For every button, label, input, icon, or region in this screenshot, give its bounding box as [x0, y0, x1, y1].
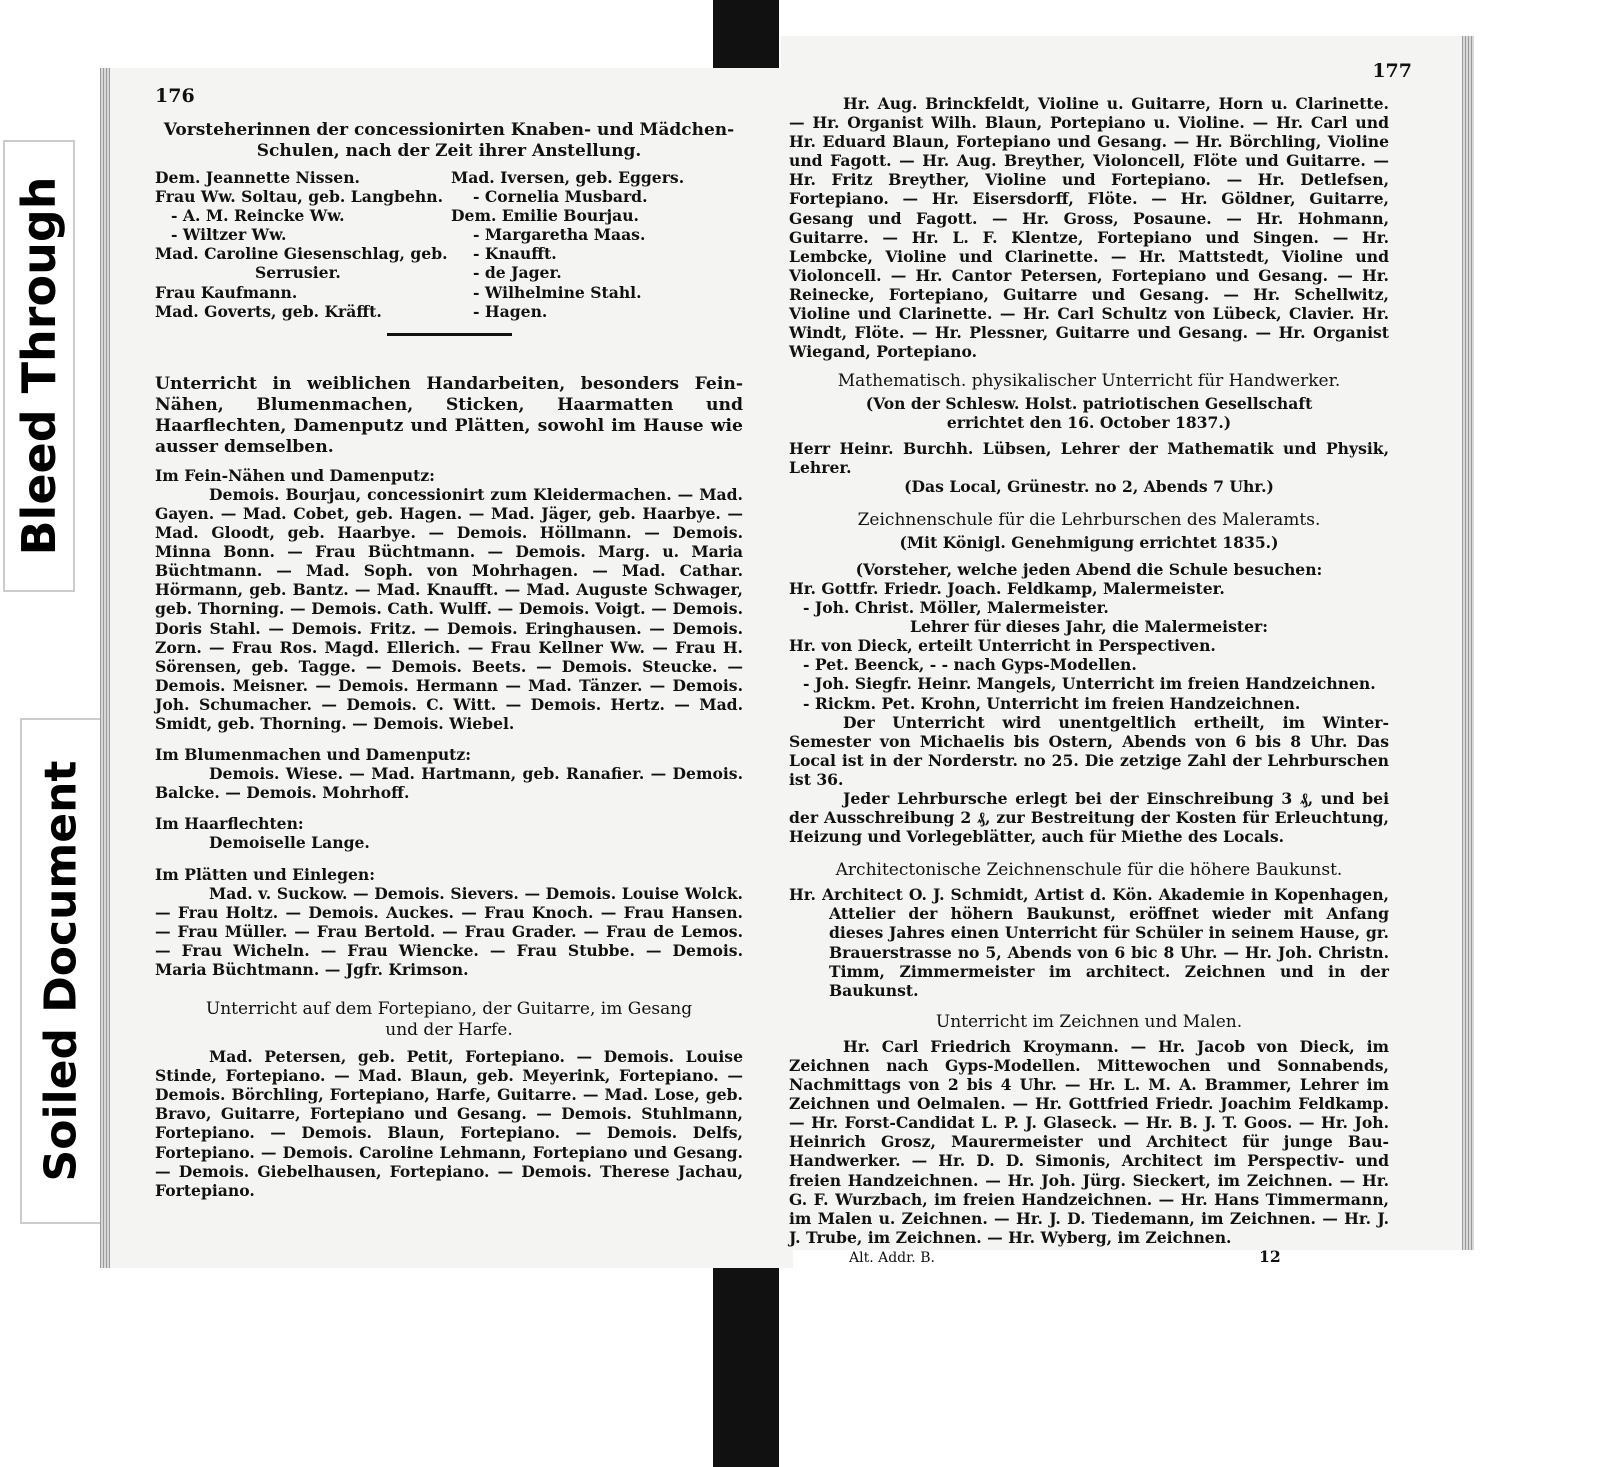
list-item: - Wilhelmine Stahl. — [473, 282, 642, 302]
lehrer-heading: Lehrer für dieses Jahr, die Malermeister: — [910, 617, 1268, 637]
list-item: Serrusier. — [255, 263, 341, 283]
list-item: - de Jager. — [473, 263, 562, 283]
binding-strip-top — [713, 0, 779, 68]
left-page-content — [155, 120, 743, 1212]
architectonische-paragraph: Hr. Architect O. J. Schmidt, Artist d. Kön. Akademie in Kopenhagen, Attelier der höhern Baukunst, eröffnet wieder mit Anfang dieses Jahres einen Unterricht für Schüler in seinem Hause, gr. Brauerstrasse no 5, Abends von 6 bic 8 Uhr. — Hr. Joh. Christn. Timm, Zimmermeister im architect. Zeichnen und in der Baukunst. — [789, 885, 1389, 1000]
left-page-edge — [100, 68, 110, 1268]
lehrer-1: Hr. von Dieck, erteilt Unterricht in Perspectiven. — [789, 636, 1216, 656]
zeichnenschule-subtitle: (Mit Königl. Genehmigung errichtet 1835.) — [899, 532, 1279, 552]
right-page — [781, 36, 1474, 1266]
paragraph-blumenmachen: Demois. Wiese. — Mad. Hartmann, geb. Ranafier. — Demois. Balcke. — Demois. Mohrhoff. — [155, 764, 743, 803]
vorsteher-heading: (Vorsteher, welche jeden Abend die Schule besuchen: — [855, 559, 1323, 579]
list-item: Frau Ww. Soltau, geb. Langbehn. — [155, 187, 444, 207]
lehrer-2: - Pet. Beenck, - - nach Gyps-Modellen. — [803, 655, 1137, 675]
section-divider — [387, 333, 512, 336]
section-heading-fortepiano: Unterricht auf dem Fortepiano, der Guitarre, im Gesang und der Harfe. — [205, 999, 693, 1041]
binding-strip-bottom — [713, 1250, 779, 1467]
page-footer — [789, 1247, 1389, 1269]
section-heading-vorsteherinnen: Vorsteherinnen der concessionirten Knaben- und Mädchen-Schulen, nach der Zeit ihrer Anstellung. — [163, 120, 735, 161]
mathematik-lehrer: Herr Heinr. Burchh. Lübsen, Lehrer der Mathematik und Physik, Lehrer. — [789, 438, 1389, 477]
list-item: - A. M. Reincke Ww. — [171, 206, 345, 226]
paragraph-haarflechten: Demoiselle Lange. — [209, 833, 370, 853]
soiled-document-label: Soiled Document — [35, 760, 87, 1182]
list-item: Mad. Caroline Giesenschlag, geb. — [155, 244, 448, 264]
left-page-number: 176 — [155, 85, 195, 107]
list-item: - Hagen. — [473, 301, 548, 321]
list-item: - Margaretha Maas. — [473, 225, 646, 245]
subheading-haarflechten: Im Haarflechten: — [155, 814, 304, 834]
paragraph-musiklehrer: Hr. Aug. Brinckfeldt, Violine u. Guitarre, Horn u. Clarinette. — Hr. Organist Wilh. Blaun, Portepiano u. Violine. — Hr. Carl und Hr. Eduard Blaun, Fortepiano und Gesang. — Hr. Börchling, Violine und Fagott. — Hr. Aug. Breyther, Violoncell, Flöte und Guitarre. — Hr. Fritz Breyther, Violine und Fortepiano. — Hr. Detlefsen, Fortepiano. — Hr. Eisersdorff, Flöte. — Hr. Göldner, Guitarre, Gesang und Fagott. — Hr. Gross, Posaune. — Hr. Hohmann, Guitarre. — Hr. L. F. Klentze, Fortepiano und Singen. — Hr. Lembcke, Violine und Clarinette. — Hr. Mattstedt, Violine und Violoncell. — Hr. Cantor Petersen, Fortepiano und Gesang. — Hr. Reinecke, Fortepiano, Guitarre und Gesang. — Hr. Schellwitz, Violine und Clarinette. — Hr. Carl Schultz von Lübeck, Clavier. Hr. Windt, Flöte. — Hr. Plessner, Guitarre und Gesang. — Hr. Organist Wiegand, Portepiano. — [789, 94, 1389, 362]
paragraph-fein-naehen: Demois. Bourjau, concessionirt zum Kleidermachen. — Mad. Gayen. — Mad. Cobet, geb. Hagen. — Mad. Jäger, geb. Haarbye. — Mad. Gloodt, geb. Haarbye. — Demois. Höllmann. — Demois. Minna Bonn. — Frau Büchtmann. — Demois. Marg. u. Maria Büchtmann. — Mad. Soph. von Mohrhagen. — Mad. Cathar. Hörmann, geb. Bantz. — Mad. Knaufft. — Mad. Auguste Schwager, geb. Thorning. — Demois. Cath. Wulff. — Demois. Voigt. — Demois. Doris Stahl. — Demois. Fritz. — Demois. Eringhausen. — Demois. Zorn. — Frau Ros. Magd. Ellerich. — Frau Kellner Ww. — Frau H. Sörensen, geb. Tagge. — Demois. Beets. — Demois. Steucke. — Demois. Meisner. — Demois. Hermann — Mad. Tänzer. — Demois. Joh. Schumacher. — Demois. C. Witt. — Demois. Hertz. — Mad. Smidt, geb. Thorning. — Demois. Wiebel. — [155, 484, 743, 733]
right-page-number: 177 — [1372, 60, 1412, 82]
vorsteher-1: Hr. Gottfr. Friedr. Joach. Feldkamp, Malermeister. — [789, 578, 1225, 598]
vorsteherinnen-list — [155, 168, 743, 321]
footer-number: 12 — [1259, 1246, 1281, 1266]
zeichnenschule-paragraph-2: Jeder Lehrbursche erlegt bei der Einschreibung 3 ₰, und bei der Ausschreibung 2 ₰, zur Bestreitung der Kosten für Erleuchtung, Heizung und Vorlegeblätter, auch für Miethe des Locals. — [789, 789, 1389, 847]
bleed-through-tab — [3, 140, 75, 592]
list-item: Mad. Iversen, geb. Eggers. — [451, 168, 685, 187]
section-heading-architectonische: Architectonische Zeichnenschule für die höhere Baukunst. — [835, 860, 1343, 881]
section-heading-zeichnenschule: Zeichnenschule für die Lehrburschen des Maleramts. — [857, 509, 1321, 530]
footer-signature: Alt. Addr. B. — [849, 1249, 935, 1266]
lehrer-4: - Rickm. Pet. Krohn, Unterricht im freien Handzeichnen. — [803, 693, 1301, 713]
zeichnenschule-paragraph-1: Der Unterricht wird unentgeltlich ertheilt, im Winter-Semester von Michaelis bis Ostern, Abends von 6 bis 8 Uhr. Das Local ist in der Norderstr. no 25. Die zetzige Zahl der Lehrburschen ist 36. — [789, 712, 1389, 789]
zeichnen-malen-paragraph: Hr. Carl Friedrich Kroymann. — Hr. Jacob von Dieck, im Zeichnen nach Gyps-Modellen. Mittewochen und Sonnabends, Nachmittags von 2 bis 4 Uhr. — Hr. L. M. A. Brammer, Lehrer im Zeichnen und Oelmalen. — Hr. Gottfried Friedr. Joachim Feldkamp. — Hr. Forst-Candidat L. P. J. Glaseck. — Hr. B. J. T. Goos. — Hr. Joh. Heinrich Grosz, Maurermeister und Architect für junge Bau-Handwerker. — Hr. D. D. Simonis, Architect im Perspectiv- und freien Handzeichnen. — Hr. Joh. Jürg. Sieckert, im Zeichnen. — Hr. G. F. Wurzbach, im freien Handzeichnen. — Hr. Hans Timmermann, im Malen u. Zeichnen. — Hr. J. D. Tiedemann, im Zeichnen. — Hr. J. J. Trube, im Zeichnen. — Hr. Wyberg, im Zeichnen. — [789, 1036, 1389, 1247]
vorsteherinnen-col-right — [451, 168, 743, 321]
section-heading-mathematik: Mathematisch. physikalischer Unterricht für Handwerker. — [837, 371, 1341, 392]
subheading-blumenmachen: Im Blumenmachen und Damenputz: — [155, 745, 471, 765]
mathematik-subtitle: (Von der Schlesw. Holst. patriotischen Gesellschaft errichtet den 16. October 1837.) — [865, 394, 1313, 433]
section-heading-handarbeiten: Unterricht in weiblichen Handarbeiten, besonders Fein-Nähen, Blumenmachen, Sticken, Haarmatten und Haarflechten, Damenputz und Plätten, sowohl im Hause wie ausser demselben. — [155, 373, 743, 457]
bleed-through-label: Bleed Through — [12, 176, 66, 556]
section-heading-zeichnen-malen: Unterricht im Zeichnen und Malen. — [935, 1011, 1243, 1032]
paragraph-plaetten: Mad. v. Suckow. — Demois. Sievers. — Demois. Louise Wolck. — Frau Holtz. — Demois. Auckes. — Frau Knoch. — Frau Hansen. — Frau Müller. — Frau Bertold. — Frau Grader. — Frau de Lemos. — Frau Wicheln. — Frau Wiencke. — Frau Stubbe. — Demois. Maria Büchtmann. — Jgfr. Krimson. — [155, 883, 743, 979]
subheading-plaetten: Im Plätten und Einlegen: — [155, 864, 375, 884]
paragraph-fortepiano: Mad. Petersen, geb. Petit, Fortepiano. — Demois. Louise Stinde, Fortepiano. — Mad. Blaun, geb. Meyerink, Fortepiano. — Demois. Börchling, Fortepiano, Harfe, Guitarre. — Mad. Lose, geb. Bravo, Guitarre, Fortepiano und Gesang. — Demois. Stuhlmann, Fortepiano. — Demois. Blaun, Fortepiano. — Demois. Delfs, Fortepiano. — Demois. Caroline Lehmann, Fortepiano und Gesang. — Demois. Giebelhausen, Fortepiano. — Demois. Therese Jachau, Fortepiano. — [155, 1047, 743, 1200]
list-item: Frau Kaufmann. — [155, 282, 298, 302]
list-item: - Knaufft. — [473, 244, 557, 264]
list-item: Dem. Emilie Bourjau. — [451, 206, 639, 226]
list-item: Mad. Goverts, geb. Kräfft. — [155, 301, 382, 321]
right-page-edge — [1462, 36, 1474, 1250]
list-item: Dem. Jeannette Nissen. — [155, 168, 360, 187]
left-page — [100, 68, 793, 1268]
subheading-fein-naehen: Im Fein-Nähen und Damenputz: — [155, 465, 435, 485]
vorsteherinnen-col-left — [155, 168, 451, 321]
list-item: - Wiltzer Ww. — [171, 225, 287, 245]
mathematik-local: (Das Local, Grünestr. no 2, Abends 7 Uhr.) — [904, 476, 1274, 496]
vorsteher-2: - Joh. Christ. Möller, Malermeister. — [803, 598, 1109, 618]
soiled-document-tab — [20, 718, 102, 1224]
list-item: - Cornelia Musbard. — [473, 187, 648, 207]
right-page-content — [789, 94, 1389, 1269]
lehrer-3: - Joh. Siegfr. Heinr. Mangels, Unterricht im freien Handzeichnen. — [803, 674, 1376, 694]
